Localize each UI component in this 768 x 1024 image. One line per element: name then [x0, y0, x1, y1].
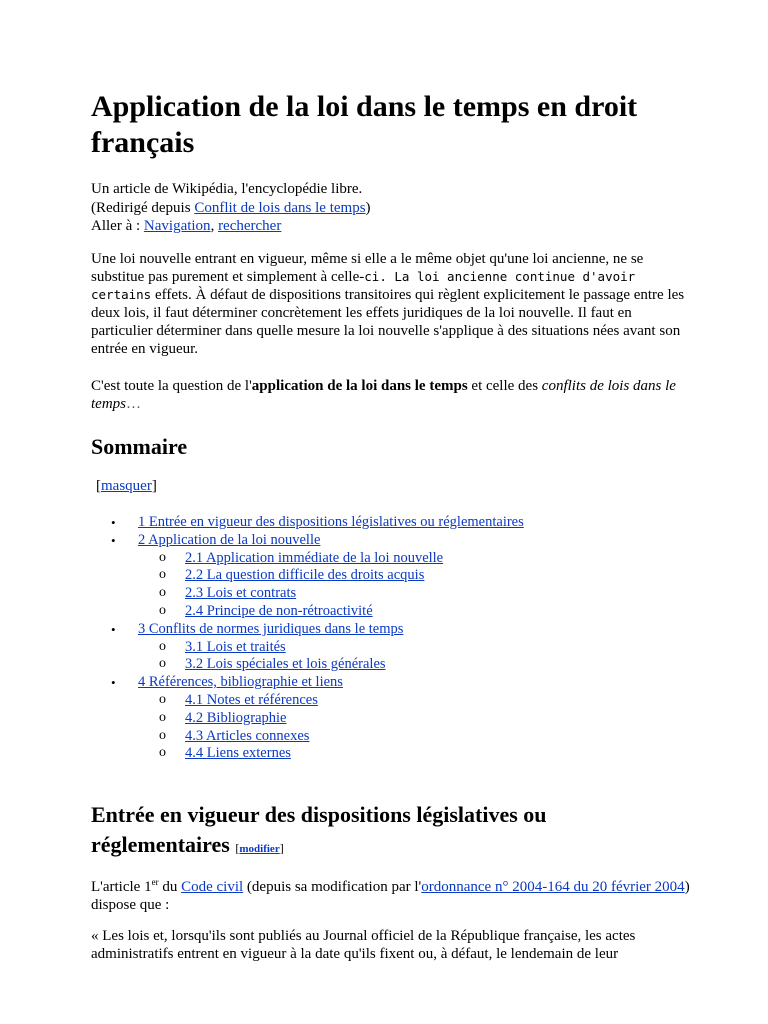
page-title: Application de la loi dans le temps en droit français	[91, 90, 638, 159]
intro-paragraph-1: Une loi nouvelle entrant en vigueur, même si elle a le même objet qu'une loi ancienne, ne se substitue pas purement et simplement à celle-ci. La loi ancienne continue d'avoir certains effets. À défaut de dispositions transitoires qui règlent explicitement le passage entre les deux lois, il faut déterminer concrètement les effets juridiques de la loi nouvelle. Il faut en particulier déterminer dans quelle mesure la loi nouvelle s'applique à des situations nées avant son entrée en vigueur.	[91, 251, 685, 357]
toc-subitem	[91, 567, 691, 585]
toc-link[interactable]: 2.2 La question difficile des droits acquis	[185, 567, 425, 584]
goto-line: Aller à : Navigation, rechercher	[91, 218, 282, 234]
redirect-link[interactable]: Conflit de lois dans le temps	[194, 199, 366, 216]
edit-section-link[interactable]: modifier	[239, 843, 280, 855]
toc-link[interactable]: 2.4 Principe de non-rétroactivité	[185, 602, 373, 619]
intro-paragraph-2: C'est toute la question de l'application de la loi dans le temps et celle des conflits de lois dans le temps…	[91, 378, 676, 412]
redirect-line: (Redirigé depuis Conflit de lois dans le temps)	[91, 199, 371, 216]
section-paragraph: L'article 1er du Code civil (depuis sa modification par l'ordonnance n° 2004-164 du 20 février 2004) dispose que :	[91, 877, 690, 913]
toc-heading: Sommaire	[91, 434, 188, 459]
toc-link[interactable]: 4.1 Notes et références	[185, 691, 318, 708]
toc-toggle: [masquer]	[96, 478, 157, 494]
toc-link[interactable]: 2 Application de la loi nouvelle	[138, 531, 321, 548]
toc-link[interactable]: 2.3 Lois et contrats	[185, 585, 297, 602]
toc-link[interactable]: 4.2 Bibliographie	[185, 709, 287, 726]
toc-link[interactable]: 3.2 Lois spéciales et lois générales	[185, 656, 386, 673]
toc-item	[91, 621, 691, 639]
toc-subitem	[91, 745, 691, 763]
article-meta	[91, 180, 691, 236]
toc-hide-link[interactable]: masquer	[101, 478, 152, 494]
goto-search-link[interactable]: rechercher	[218, 218, 282, 234]
toc-link[interactable]: 4.4 Liens externes	[185, 745, 291, 762]
toc-link[interactable]: 3.1 Lois et traités	[185, 638, 286, 655]
tagline: Un article de Wikipédia, l'encyclopédie libre.	[91, 181, 363, 197]
toc-link[interactable]: 2.1 Application immédiate de la loi nouvelle	[185, 549, 444, 566]
toc-item	[91, 674, 691, 692]
toc-subitem	[91, 656, 691, 674]
toc-item	[91, 532, 691, 550]
code-civil-link[interactable]: Code civil	[181, 879, 244, 895]
toc-link[interactable]: 4 Références, bibliographie et liens	[138, 674, 343, 691]
quote-paragraph: « Les lois et, lorsqu'ils sont publiés au Journal officiel de la République française, les actes administratifs entrent en vigueur à la date qu'ils fixent ou, à défaut, le lendemain de leur	[91, 928, 636, 962]
section-heading: Entrée en vigueur des dispositions législatives ou réglementaires [modifier]	[91, 802, 547, 857]
toc-item	[91, 514, 691, 532]
toc-subitem	[91, 550, 691, 568]
toc-subitem	[91, 710, 691, 728]
toc-subitem	[91, 728, 691, 746]
toc-link[interactable]: 3 Conflits de normes juridiques dans le temps	[138, 620, 404, 637]
toc-link[interactable]: 1 Entrée en vigueur des dispositions législatives ou réglementaires	[138, 514, 524, 530]
toc-subitem	[91, 603, 691, 621]
toc-link[interactable]: 4.3 Articles connexes	[185, 727, 310, 744]
ordonnance-link[interactable]: ordonnance n° 2004-164 du 20 février 2004	[421, 879, 685, 895]
toc-subitem	[91, 639, 691, 657]
toc-subitem	[91, 585, 691, 603]
goto-navigation-link[interactable]: Navigation	[143, 218, 211, 234]
toc-subitem	[91, 692, 691, 710]
toc-list	[91, 514, 691, 763]
